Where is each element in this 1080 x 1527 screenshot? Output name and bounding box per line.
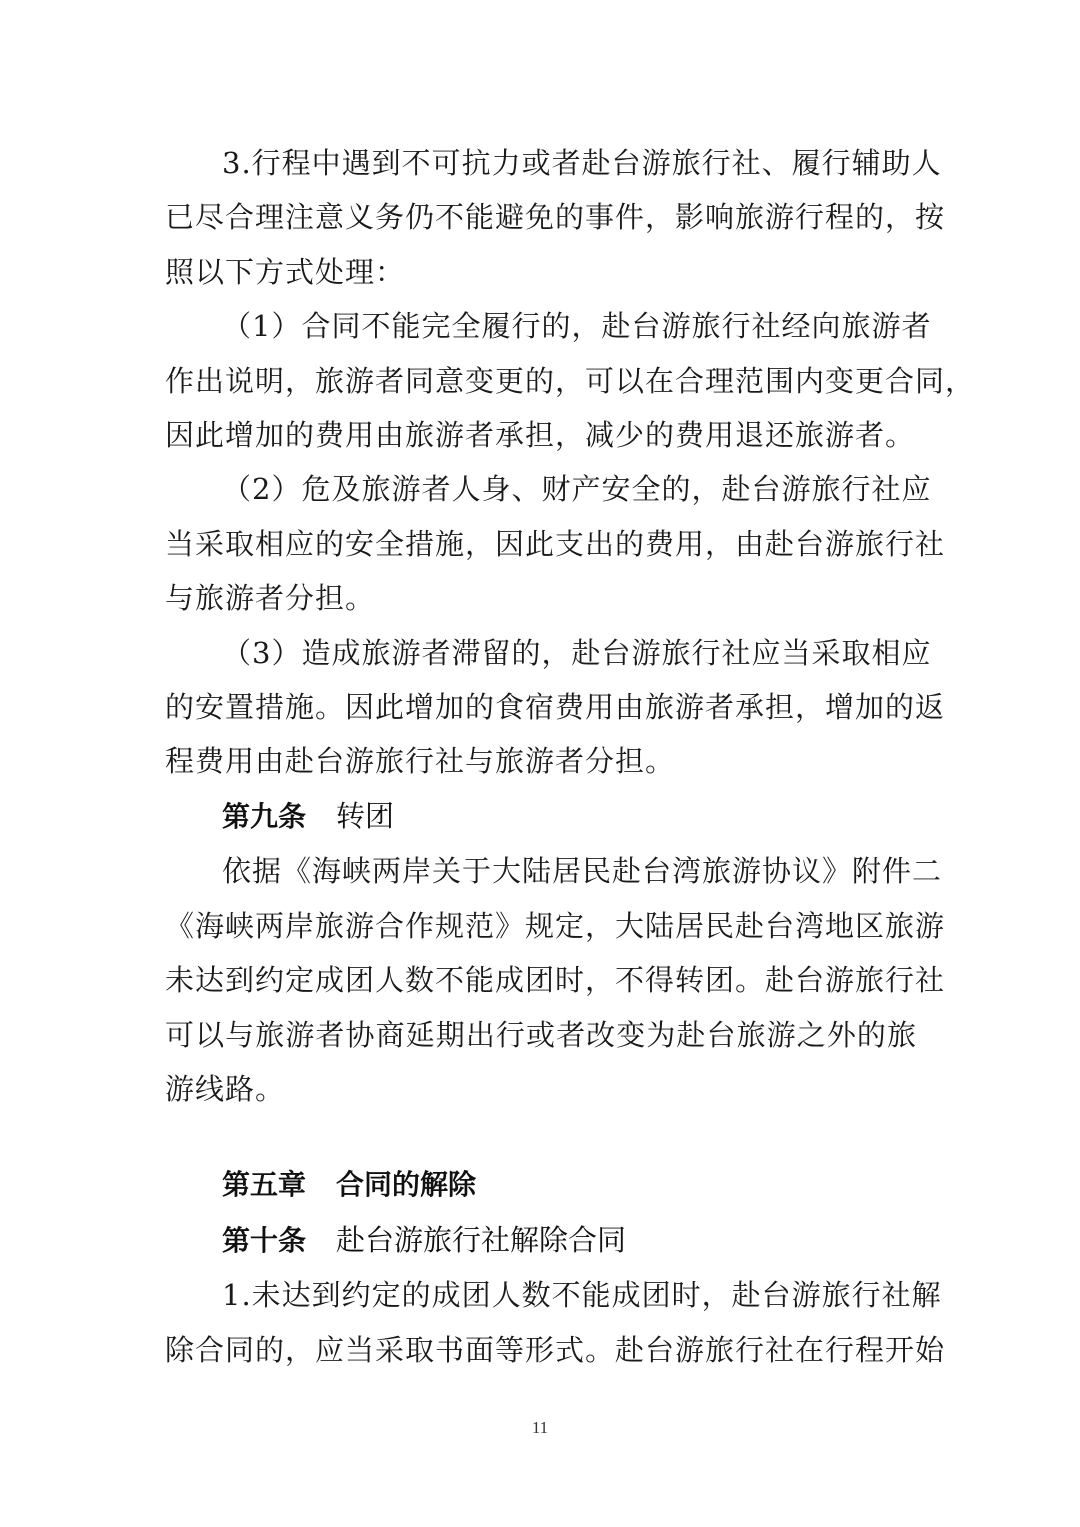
chapter-5-label: 第五章 — [222, 1168, 307, 1202]
chapter-spacer — [165, 1116, 917, 1158]
text-line: 未达到约定成团人数不能成团时，不得转团。赴台游旅行社 — [165, 963, 946, 998]
paragraph-item-2 — [165, 462, 946, 625]
article-10-label: 第十条 — [222, 1223, 307, 1257]
text-line: 《海峡两岸旅游合作规范》规定，大陆居民赴台湾地区旅游 — [165, 908, 946, 943]
article-9-title: 转团 — [336, 798, 395, 833]
text-line: 除合同的，应当采取书面等形式。赴台游旅行社在行程开始 — [165, 1332, 946, 1367]
page-content — [165, 136, 976, 1377]
page-number: 11 — [531, 1418, 549, 1437]
paragraph-item-1 — [165, 299, 976, 462]
text-line: 3.行程中遇到不可抗力或者赴台游旅行社、履行辅助人 — [222, 146, 942, 180]
text-line: 当采取相应的安全措施，因此支出的费用，由赴台游旅行社 — [165, 526, 946, 561]
chapter-5-title: 合同的解除 — [336, 1168, 477, 1202]
text-line: 作出说明，旅游者同意变更的，可以在合理范围内变更合同， — [165, 363, 976, 398]
paragraph-article-10-item-1 — [165, 1268, 946, 1377]
text-line: 游线路。 — [165, 1071, 286, 1106]
text-line: （2）危及旅游者人身、财产安全的，赴台游旅行社应 — [222, 472, 932, 507]
paragraph-force-majeure — [165, 136, 946, 299]
article-10-heading — [165, 1213, 917, 1268]
text-line: 程费用由赴台游旅行社与旅游者分担。 — [165, 744, 676, 779]
text-line: 1.未达到约定的成团人数不能成团时，赴台游旅行社解 — [222, 1278, 942, 1313]
article-10-title: 赴台游旅行社解除合同 — [336, 1222, 627, 1257]
text-line: 照以下方式处理： — [165, 254, 406, 289]
text-line: 依据《海峡两岸关于大陆居民赴台湾旅游协议》附件二 — [222, 854, 943, 889]
text-line: （3）造成旅游者滞留的，赴台游旅行社应当采取相应 — [222, 635, 932, 670]
text-line: 可以与旅游者协商延期出行或者改变为赴台旅游之外的旅 — [165, 1017, 917, 1052]
text-line: 因此增加的费用由旅游者承担，减少的费用退还旅游者。 — [165, 418, 916, 453]
paragraph-item-3 — [165, 626, 946, 789]
chapter-5-heading — [165, 1158, 917, 1212]
article-9-heading — [165, 789, 917, 844]
text-line: （1）合同不能完全履行的，赴台游旅行社经向旅游者 — [222, 309, 932, 344]
article-9-label: 第九条 — [222, 799, 307, 833]
paragraph-article-9 — [165, 844, 946, 1116]
text-line: 与旅游者分担。 — [165, 581, 376, 616]
text-line: 已尽合理注意义务仍不能避免的事件，影响旅游行程的，按 — [165, 200, 946, 235]
text-line: 的安置措施。因此增加的食宿费用由旅游者承担，增加的返 — [165, 690, 946, 725]
